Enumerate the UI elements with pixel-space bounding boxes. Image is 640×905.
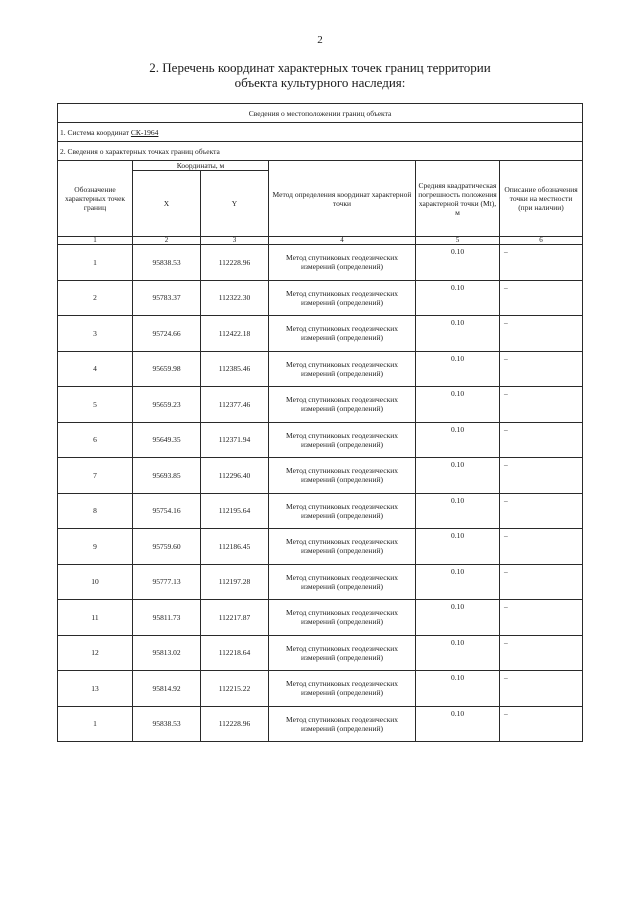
point-number: 1 — [58, 245, 133, 281]
table-row — [58, 600, 583, 636]
coordinate-x: 95693.85 — [133, 458, 201, 494]
description-cell: – — [500, 671, 583, 707]
method-cell: Метод спутниковых геодезических измерений (определений) — [269, 316, 416, 352]
point-number: 9 — [58, 529, 133, 565]
point-number: 3 — [58, 316, 133, 352]
coordinate-y: 112228.96 — [201, 706, 269, 742]
coordinate-x: 95659.98 — [133, 351, 201, 387]
header-coordinates: Координаты, м — [133, 161, 269, 171]
table-row — [58, 351, 583, 387]
description-cell: – — [500, 351, 583, 387]
method-cell: Метод спутниковых геодезических измерений (определений) — [269, 387, 416, 423]
coordinate-y: 112322.30 — [201, 280, 269, 316]
coordinate-x: 95754.16 — [133, 493, 201, 529]
point-number: 12 — [58, 635, 133, 671]
table-row — [58, 387, 583, 423]
point-number: 5 — [58, 387, 133, 423]
coordinate-system — [58, 123, 583, 142]
table-row — [58, 458, 583, 494]
column-number: 2 — [133, 237, 201, 245]
coordinate-y: 112195.64 — [201, 493, 269, 529]
column-number-row — [58, 237, 583, 245]
table-row — [58, 245, 583, 281]
coordinate-x: 95813.02 — [133, 635, 201, 671]
header-method: Метод определения координат характерной точки — [269, 161, 416, 237]
coordinate-x: 95649.35 — [133, 422, 201, 458]
coordinate-x: 95777.13 — [133, 564, 201, 600]
document-title — [0, 60, 640, 90]
coordinate-x: 95811.73 — [133, 600, 201, 636]
method-cell: Метод спутниковых геодезических измерений (определений) — [269, 671, 416, 707]
point-number: 6 — [58, 422, 133, 458]
title-line-1: 2. Перечень координат характерных точек границ территории — [149, 60, 491, 75]
table-row — [58, 671, 583, 707]
column-number: 1 — [58, 237, 133, 245]
method-cell: Метод спутниковых геодезических измерений (определений) — [269, 493, 416, 529]
title-line-2: объекта культурного наследия: — [234, 75, 406, 90]
method-cell: Метод спутниковых геодезических измерений (определений) — [269, 635, 416, 671]
description-cell: – — [500, 245, 583, 281]
coordinate-y: 112377.46 — [201, 387, 269, 423]
accuracy-cell: 0.10 — [416, 351, 500, 387]
column-number: 4 — [269, 237, 416, 245]
header-accuracy: Средняя квадратическая погрешность положения характерной точки (Mt), м — [416, 161, 500, 237]
description-cell: – — [500, 316, 583, 352]
description-cell: – — [500, 706, 583, 742]
method-cell: Метод спутниковых геодезических измерений (определений) — [269, 600, 416, 636]
coordinate-y: 112228.96 — [201, 245, 269, 281]
table-row — [58, 564, 583, 600]
coordinate-x: 95838.53 — [133, 706, 201, 742]
accuracy-cell: 0.10 — [416, 458, 500, 494]
method-cell: Метод спутниковых геодезических измерений (определений) — [269, 422, 416, 458]
description-cell: – — [500, 635, 583, 671]
method-cell: Метод спутниковых геодезических измерений (определений) — [269, 706, 416, 742]
description-cell: – — [500, 564, 583, 600]
coordinate-y: 112218.64 — [201, 635, 269, 671]
point-number: 1 — [58, 706, 133, 742]
description-cell: – — [500, 458, 583, 494]
description-cell: – — [500, 600, 583, 636]
table-row — [58, 493, 583, 529]
table-row — [58, 422, 583, 458]
coordinate-x: 95659.23 — [133, 387, 201, 423]
section-title: Сведения о местоположении границ объекта — [58, 104, 583, 123]
column-number: 3 — [201, 237, 269, 245]
points-section-title: 2. Сведения о характерных точках границ объекта — [58, 142, 583, 161]
method-cell: Метод спутниковых геодезических измерений (определений) — [269, 351, 416, 387]
description-cell: – — [500, 387, 583, 423]
coordinates-table — [57, 103, 583, 742]
coordinate-y: 112422.18 — [201, 316, 269, 352]
accuracy-cell: 0.10 — [416, 387, 500, 423]
coordinate-x: 95783.37 — [133, 280, 201, 316]
header-description: Описание обозначения точки на местности (при наличии) — [500, 161, 583, 237]
point-number: 8 — [58, 493, 133, 529]
coordinate-y: 112371.94 — [201, 422, 269, 458]
coordinate-y: 112217.87 — [201, 600, 269, 636]
coordinate-x: 95759.60 — [133, 529, 201, 565]
point-number: 10 — [58, 564, 133, 600]
method-cell: Метод спутниковых геодезических измерений (определений) — [269, 529, 416, 565]
coordinate-x: 95724.66 — [133, 316, 201, 352]
column-number: 6 — [500, 237, 583, 245]
method-cell: Метод спутниковых геодезических измерений (определений) — [269, 564, 416, 600]
accuracy-cell: 0.10 — [416, 706, 500, 742]
accuracy-cell: 0.10 — [416, 671, 500, 707]
coordinate-y: 112215.22 — [201, 671, 269, 707]
header-designation: Обозначение характерных точек границ — [58, 161, 133, 237]
table-row — [58, 706, 583, 742]
column-number: 5 — [416, 237, 500, 245]
table-row — [58, 635, 583, 671]
table-body — [58, 245, 583, 742]
description-cell: – — [500, 529, 583, 565]
accuracy-cell: 0.10 — [416, 422, 500, 458]
page-number: 2 — [317, 34, 323, 46]
point-number: 2 — [58, 280, 133, 316]
coordinate-system-prefix: 1. Система координат — [60, 127, 131, 137]
accuracy-cell: 0.10 — [416, 316, 500, 352]
coordinate-x: 95838.53 — [133, 245, 201, 281]
accuracy-cell: 0.10 — [416, 245, 500, 281]
accuracy-cell: 0.10 — [416, 600, 500, 636]
table-row — [58, 316, 583, 352]
accuracy-cell: 0.10 — [416, 635, 500, 671]
description-cell: – — [500, 280, 583, 316]
description-cell: – — [500, 422, 583, 458]
method-cell: Метод спутниковых геодезических измерений (определений) — [269, 458, 416, 494]
accuracy-cell: 0.10 — [416, 280, 500, 316]
point-number: 11 — [58, 600, 133, 636]
accuracy-cell: 0.10 — [416, 564, 500, 600]
coordinate-x: 95814.92 — [133, 671, 201, 707]
coordinate-y: 112186.45 — [201, 529, 269, 565]
header-x: X — [133, 171, 201, 237]
point-number: 7 — [58, 458, 133, 494]
accuracy-cell: 0.10 — [416, 493, 500, 529]
coordinate-y: 112296.40 — [201, 458, 269, 494]
point-number: 4 — [58, 351, 133, 387]
description-cell: – — [500, 493, 583, 529]
coordinate-y: 112385.46 — [201, 351, 269, 387]
method-cell: Метод спутниковых геодезических измерений (определений) — [269, 245, 416, 281]
table-row — [58, 280, 583, 316]
header-y: Y — [201, 171, 269, 237]
point-number: 13 — [58, 671, 133, 707]
table-row — [58, 529, 583, 565]
method-cell: Метод спутниковых геодезических измерений (определений) — [269, 280, 416, 316]
coordinate-y: 112197.28 — [201, 564, 269, 600]
coordinate-system-name: СК-1964 — [130, 127, 159, 137]
accuracy-cell: 0.10 — [416, 529, 500, 565]
